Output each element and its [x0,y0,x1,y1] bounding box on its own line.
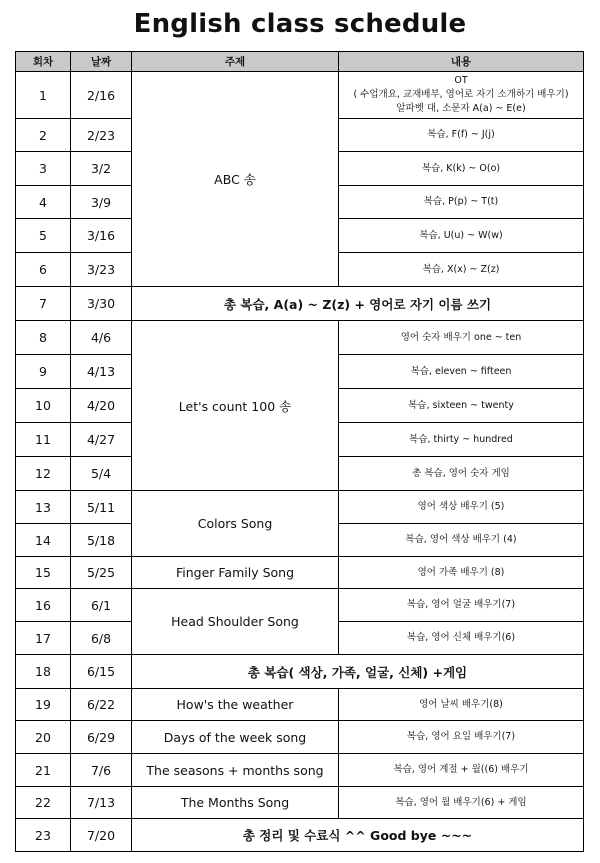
schedule-table [15,51,584,852]
session-content: 복습, thirty ~ hundred [339,423,584,457]
session-content: 영어 가족 배우기 (8) [339,557,584,589]
session-content: 복습, K(k) ~ O(o) [339,152,584,186]
session-content: 영어 숫자 배우기 one ~ ten [339,321,584,355]
session-number: 8 [16,321,71,355]
table-row [16,787,584,819]
session-date: 6/1 [71,589,132,622]
table-row [16,689,584,721]
session-number: 17 [16,622,71,655]
session-topic: The seasons + months song [132,754,339,787]
session-number: 9 [16,355,71,389]
session-content: 복습, 영어 월 배우기(6) + 게임 [339,787,584,819]
table-row [16,655,584,689]
session-content: 복습, P(p) ~ T(t) [339,186,584,219]
session-number: 13 [16,491,71,524]
table-row [16,321,584,355]
session-number: 4 [16,186,71,219]
session-content: 영어 날씨 배우기(8) [339,689,584,721]
session-date: 2/23 [71,119,132,152]
session-date: 5/25 [71,557,132,589]
review-session: 총 복습, A(a) ~ Z(z) + 영어로 자기 이름 쓰기 [132,287,584,321]
review-session: 총 복습( 색상, 가족, 얼굴, 신체) +게임 [132,655,584,689]
session-content: 복습, U(u) ~ W(w) [339,219,584,253]
session-number: 6 [16,253,71,287]
session-content: 복습, 영어 신체 배우기(6) [339,622,584,655]
session-date: 5/4 [71,457,132,491]
table-row [16,491,584,524]
session-number: 3 [16,152,71,186]
session-date: 5/18 [71,524,132,557]
session-content: 복습, 영어 얼굴 배우기(7) [339,589,584,622]
session-number: 23 [16,819,71,852]
session-number: 2 [16,119,71,152]
session-content: 복습, X(x) ~ Z(z) [339,253,584,287]
session-topic: How's the weather [132,689,339,721]
session-topic: Colors Song [132,491,339,557]
session-topic: Finger Family Song [132,557,339,589]
header-no: 회차 [16,52,71,72]
closing-session: 총 정리 및 수료식 ^^ Good bye ~~~ [132,819,584,852]
table-row [16,589,584,622]
session-date: 4/6 [71,321,132,355]
session-topic: ABC 송 [132,72,339,287]
session-content: 복습, eleven ~ fifteen [339,355,584,389]
table-row [16,721,584,754]
session-date: 7/13 [71,787,132,819]
session-content: 복습, F(f) ~ J(j) [339,119,584,152]
table-row [16,754,584,787]
session-date: 6/22 [71,689,132,721]
content-line: 알파벳 대, 소문자 A(a) ~ E(e) [396,103,526,114]
session-date: 3/16 [71,219,132,253]
table-row [16,72,584,119]
session-date: 7/20 [71,819,132,852]
session-topic: Days of the week song [132,721,339,754]
session-number: 14 [16,524,71,557]
header-date: 날짜 [71,52,132,72]
session-number: 1 [16,72,71,119]
session-number: 18 [16,655,71,689]
page-title: English class schedule [133,9,467,39]
session-date: 4/27 [71,423,132,457]
session-date: 6/8 [71,622,132,655]
session-date: 2/16 [71,72,132,119]
session-topic: Head Shoulder Song [132,589,339,655]
session-content: 복습, sixteen ~ twenty [339,389,584,423]
session-content: 영어 색상 배우기 (5) [339,491,584,524]
session-content: 총 복습, 영어 숫자 게임 [339,457,584,491]
session-topic: Let's count 100 송 [132,321,339,491]
session-number: 7 [16,287,71,321]
session-content: 복습, 영어 요일 배우기(7) [339,721,584,754]
session-number: 10 [16,389,71,423]
session-date: 5/11 [71,491,132,524]
session-number: 5 [16,219,71,253]
session-number: 20 [16,721,71,754]
session-content [339,72,584,119]
session-number: 15 [16,557,71,589]
content-line: OT [454,75,468,86]
session-content: 복습, 영어 계절 + 월((6) 배우기 [339,754,584,787]
header-row [16,52,584,72]
session-number: 11 [16,423,71,457]
session-number: 12 [16,457,71,491]
session-date: 3/9 [71,186,132,219]
session-date: 6/29 [71,721,132,754]
session-date: 3/2 [71,152,132,186]
header-topic: 주제 [132,52,339,72]
session-number: 16 [16,589,71,622]
session-date: 3/30 [71,287,132,321]
session-number: 19 [16,689,71,721]
session-number: 22 [16,787,71,819]
session-content: 복습, 영어 색상 배우기 (4) [339,524,584,557]
header-content: 내용 [339,52,584,72]
table-row [16,287,584,321]
session-date: 4/13 [71,355,132,389]
content-line: ( 수업개요, 교재배부, 영어로 자기 소개하기 배우기) [353,89,569,100]
session-topic: The Months Song [132,787,339,819]
session-date: 3/23 [71,253,132,287]
session-date: 7/6 [71,754,132,787]
session-date: 6/15 [71,655,132,689]
table-row [16,819,584,852]
session-number: 21 [16,754,71,787]
session-date: 4/20 [71,389,132,423]
table-row [16,557,584,589]
